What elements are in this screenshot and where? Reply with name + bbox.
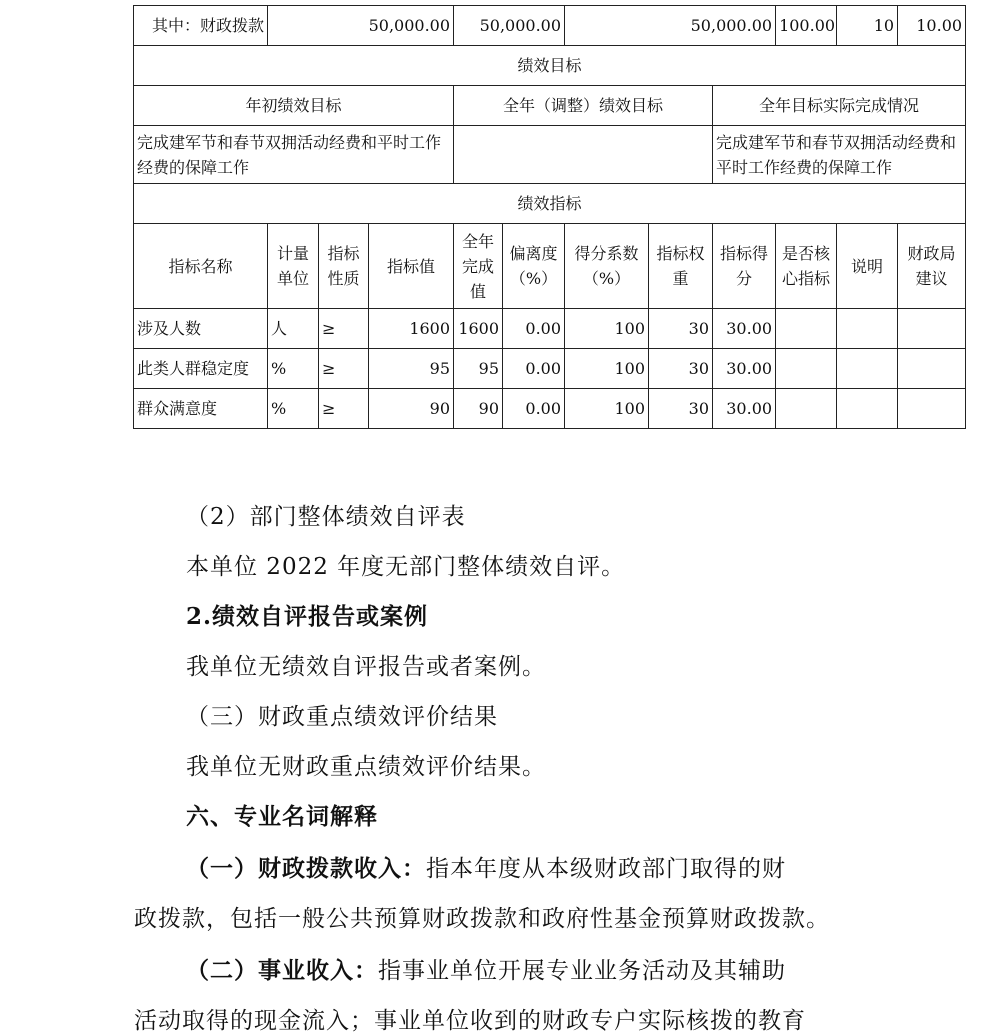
funding-label: 其中：财政拨款: [134, 6, 268, 46]
section-heading-key-eval: （三）财政重点绩效评价结果: [186, 704, 498, 730]
paragraph-key-eval: 我单位无财政重点绩效评价结果。: [186, 754, 546, 780]
performance-table: [133, 5, 966, 429]
term-2-line-2: 活动取得的现金流入；事业单位收到的财政专户实际核拨的教育: [134, 1008, 806, 1034]
indicator-advice: [898, 349, 966, 389]
term-1-text: 指本年度从本级财政部门取得的财: [426, 856, 786, 882]
indicator-note: [837, 349, 898, 389]
indicator-weight: 30: [649, 309, 713, 349]
indicator-advice: [898, 389, 966, 429]
term-1-label: （一）财政拨款收入：: [186, 855, 426, 882]
indicator-core: [776, 309, 837, 349]
term-1-line-1: [186, 850, 786, 883]
perf-goal-title: 绩效目标: [134, 46, 966, 86]
indicator-weight: 30: [649, 349, 713, 389]
indicator-deviation: 0.00: [503, 389, 565, 429]
indicator-coefficient: 100: [565, 349, 649, 389]
term-2-text: 指事业单位开展专业业务活动及其辅助: [378, 958, 786, 984]
indicator-header-row: [134, 224, 966, 309]
indicator-deviation: 0.00: [503, 309, 565, 349]
goal-text-row: [134, 126, 966, 184]
section-heading-dept-self-eval: （2）部门整体绩效自评表: [186, 504, 466, 530]
goal-header-adjusted: 全年（调整）绩效目标: [454, 86, 713, 126]
col-header: 是否核心指标: [776, 224, 837, 309]
funding-row: [134, 6, 966, 46]
funding-value-6: 10.00: [898, 6, 966, 46]
indicator-nature: ≥: [319, 349, 369, 389]
indicator-actual: 90: [454, 389, 503, 429]
term-2-line-1: [186, 952, 786, 985]
col-header: 指标名称: [134, 224, 268, 309]
funding-value-5: 10: [837, 6, 898, 46]
indicator-name: 此类人群稳定度: [134, 349, 268, 389]
indicator-weight: 30: [649, 389, 713, 429]
goal-text-adjusted: [454, 126, 713, 184]
col-header: 指标值: [369, 224, 454, 309]
indicator-name: 群众满意度: [134, 389, 268, 429]
indicator-score: 30.00: [713, 389, 776, 429]
goal-header-row: [134, 86, 966, 126]
indicator-actual: 95: [454, 349, 503, 389]
indicator-coefficient: 100: [565, 389, 649, 429]
term-1-line-2: 政拨款，包括一般公共预算财政拨款和政府性基金预算财政拨款。: [134, 906, 830, 932]
indicator-core: [776, 389, 837, 429]
indicator-core: [776, 349, 837, 389]
indicator-actual: 1600: [454, 309, 503, 349]
col-header: 偏离度（%）: [503, 224, 565, 309]
funding-value-4: 100.00: [776, 6, 837, 46]
col-header: 指标权重: [649, 224, 713, 309]
col-header: 指标得分: [713, 224, 776, 309]
col-header: 得分系数（%）: [565, 224, 649, 309]
section-heading-report: 2.绩效自评报告或案例: [186, 603, 429, 630]
funding-value-3: 50,000.00: [565, 6, 776, 46]
funding-value-1: 50,000.00: [268, 6, 454, 46]
indicator-name: 涉及人数: [134, 309, 268, 349]
goal-header-actual: 全年目标实际完成情况: [713, 86, 966, 126]
indicator-unit: %: [268, 349, 319, 389]
indicator-unit: %: [268, 389, 319, 429]
indicator-coefficient: 100: [565, 309, 649, 349]
col-header: 财政局建议: [898, 224, 966, 309]
goal-text-initial: 完成建军节和春节双拥活动经费和平时工作经费的保障工作: [134, 126, 454, 184]
indicator-score: 30.00: [713, 309, 776, 349]
indicator-advice: [898, 309, 966, 349]
col-header: 计量单位: [268, 224, 319, 309]
indicator-note: [837, 389, 898, 429]
indicator-deviation: 0.00: [503, 349, 565, 389]
table-row: [134, 349, 966, 389]
paragraph-report: 我单位无绩效自评报告或者案例。: [186, 654, 546, 680]
indicator-nature: ≥: [319, 309, 369, 349]
col-header: 指标性质: [319, 224, 369, 309]
goal-header-initial: 年初绩效目标: [134, 86, 454, 126]
indicator-unit: 人: [268, 309, 319, 349]
indicator-note: [837, 309, 898, 349]
indicator-target: 95: [369, 349, 454, 389]
funding-value-2: 50,000.00: [454, 6, 565, 46]
col-header: 说明: [837, 224, 898, 309]
indicator-target: 1600: [369, 309, 454, 349]
indicator-title: 绩效指标: [134, 184, 966, 224]
indicator-nature: ≥: [319, 389, 369, 429]
col-header: 全年完成值: [454, 224, 503, 309]
goal-text-actual: 完成建军节和春节双拥活动经费和平时工作经费的保障工作: [713, 126, 966, 184]
indicator-target: 90: [369, 389, 454, 429]
table-row: [134, 389, 966, 429]
paragraph-dept-self-eval: 本单位 2022 年度无部门整体绩效自评。: [186, 554, 626, 580]
indicator-score: 30.00: [713, 349, 776, 389]
term-2-label: （二）事业收入：: [186, 957, 378, 984]
table-row: [134, 309, 966, 349]
section-heading-terms: 六、专业名词解释: [186, 803, 378, 830]
